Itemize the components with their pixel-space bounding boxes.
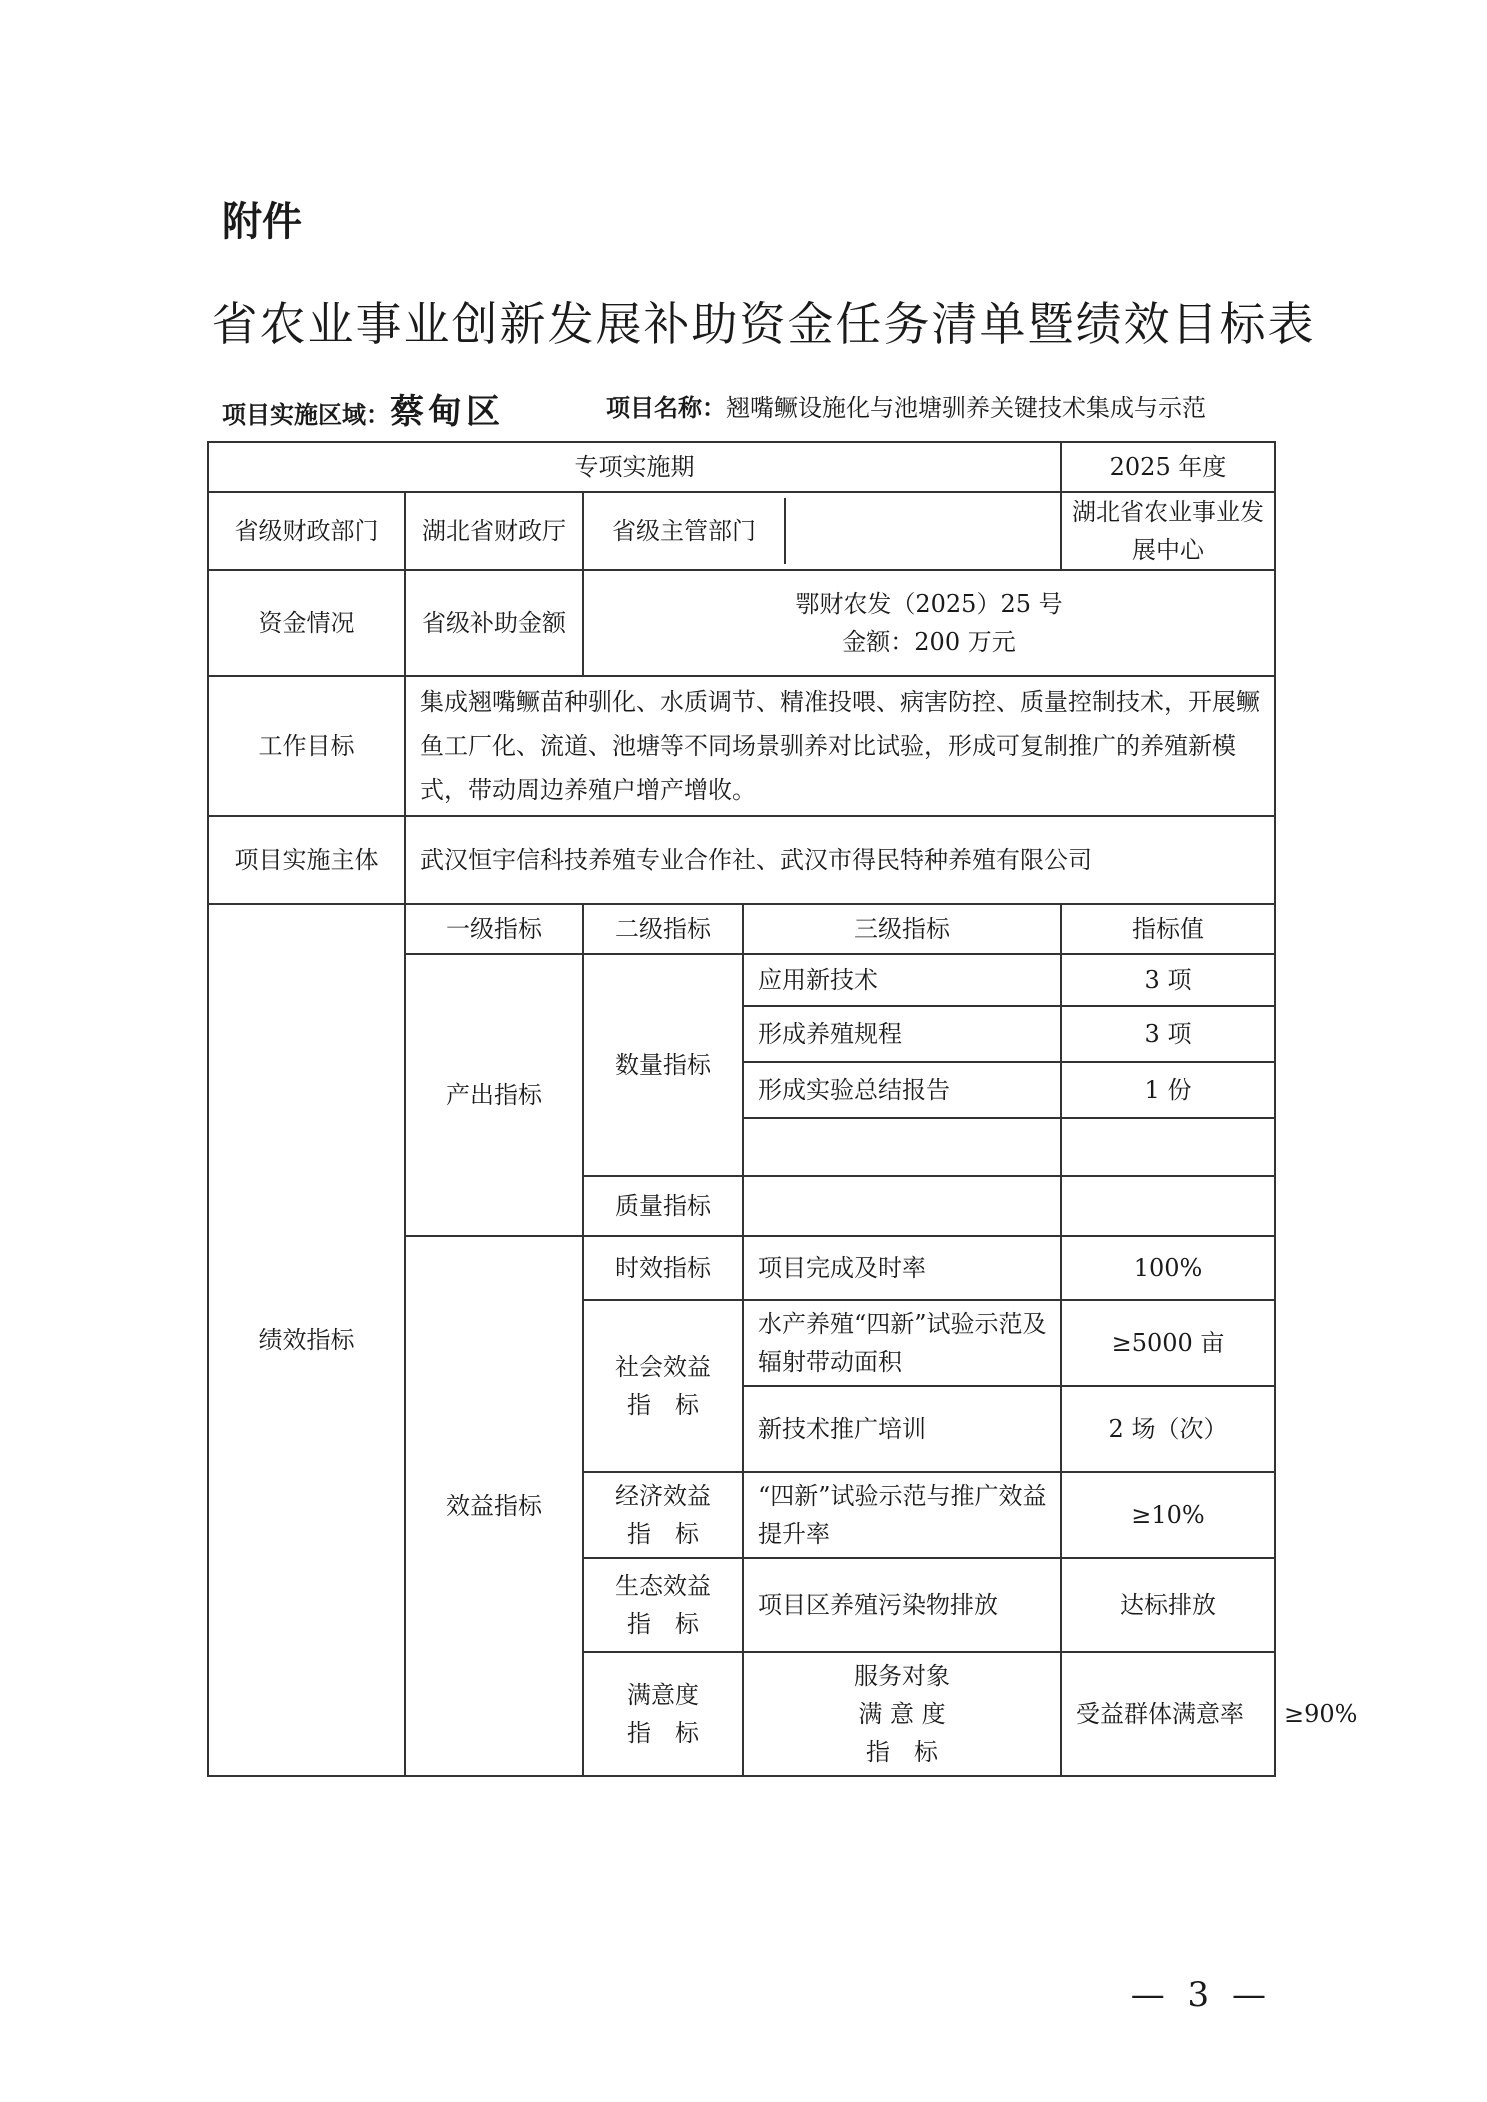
service-label-2: 满 意 度 [858, 1700, 946, 1728]
region-label: 项目实施区域： [222, 401, 390, 429]
fund-label: 资金情况 [208, 570, 405, 676]
economic-label [583, 1472, 743, 1558]
dept-row [208, 492, 1275, 570]
project-label: 项目名称： [606, 394, 726, 422]
period-label: 专项实施期 [208, 442, 1061, 492]
satisfaction-label [583, 1652, 743, 1776]
fund-detail [583, 570, 1275, 676]
social-label [583, 1300, 743, 1472]
service-label-1: 服务对象 [854, 1662, 950, 1690]
eco-label-2: 指 标 [627, 1610, 699, 1638]
satisfaction-row: 满意度 指 标 服务对象 满 意 度 指 标 受益群体满意率 ≥90% [208, 1652, 1275, 1776]
social-label-2: 指 标 [627, 1391, 699, 1419]
quantity-value [1061, 1118, 1275, 1176]
attachment-label: 附件 [222, 199, 302, 245]
economic-name: “四新”试验示范与推广效益提升率 [743, 1472, 1061, 1558]
admin-dept-label: 省级主管部门 [584, 498, 786, 564]
page-number: — 3 — [1130, 1975, 1272, 2015]
social-name: 新技术推广培训 [743, 1386, 1061, 1472]
project-line [606, 388, 1206, 423]
goal-label: 工作目标 [208, 676, 405, 816]
header-level3: 三级指标 [743, 904, 1061, 954]
eco-name: 项目区养殖污染物排放 [743, 1558, 1061, 1652]
performance-table [207, 441, 1358, 1777]
satisfaction-name: 受益群体满意率 [1061, 1652, 1275, 1776]
region-line [222, 384, 504, 433]
economic-label-2: 指 标 [627, 1520, 699, 1548]
quantity-name: 应用新技术 [743, 954, 1061, 1006]
eco-value: 达标排放 [1061, 1558, 1275, 1652]
quality-name [743, 1176, 1061, 1236]
fund-doc: 鄂财农发（2025）25 号 [795, 590, 1063, 618]
output-label: 产出指标 [405, 954, 583, 1236]
header-level1: 一级指标 [405, 904, 583, 954]
social-value: 2 场（次） [1061, 1386, 1275, 1472]
service-label [743, 1652, 1061, 1776]
goal-text: 集成翘嘴鳜苗种驯化、水质调节、精准投喂、病害防控、质量控制技术，开展鳜鱼工厂化、流道、池塘等不同场景驯养对比试验，形成可复制推广的养殖新模式，带动周边养殖户增产增收。 [405, 676, 1275, 816]
timeliness-name: 项目完成及时率 [743, 1236, 1061, 1300]
social-name: 水产养殖“四新”试验示范及辐射带动面积 [743, 1300, 1061, 1386]
quantity-value: 3 项 [1061, 1006, 1275, 1062]
quantity-value: 1 份 [1061, 1062, 1275, 1118]
admin-dept-cell [583, 492, 1061, 570]
quantity-name [743, 1118, 1061, 1176]
benefit-label: 效益指标 [405, 1236, 583, 1776]
fund-row [208, 570, 1275, 676]
quantity-name: 形成实验总结报告 [743, 1062, 1061, 1118]
finance-dept-label: 省级财政部门 [208, 492, 405, 570]
eco-label [583, 1558, 743, 1652]
entity-label: 项目实施主体 [208, 816, 405, 904]
entity-value: 武汉恒宇信科技养殖专业合作社、武汉市得民特种养殖有限公司 [405, 816, 1275, 904]
goal-row [208, 676, 1275, 816]
fund-amount: 金额：200 万元 [842, 628, 1016, 656]
social-label-1: 社会效益 [615, 1353, 711, 1381]
perf-header-row [208, 904, 1275, 954]
header-value: 指标值 [1061, 904, 1275, 954]
perf-label: 绩效指标 [208, 904, 405, 1776]
region-value: 蔡甸区 [390, 392, 504, 432]
satisfaction-label-1: 满意度 [627, 1681, 699, 1709]
social-value: ≥5000 亩 [1061, 1300, 1275, 1386]
service-label-3: 指 标 [866, 1738, 938, 1766]
quantity-name: 形成养殖规程 [743, 1006, 1061, 1062]
satisfaction-label-2: 指 标 [627, 1719, 699, 1747]
project-value: 翘嘴鳜设施化与池塘驯养关键技术集成与示范 [726, 394, 1206, 422]
admin-dept-value: 湖北省农业事业发展中心 [1061, 492, 1275, 570]
fund-sub-label: 省级补助金额 [405, 570, 583, 676]
period-row [208, 442, 1275, 492]
timeliness-value: 100% [1061, 1236, 1275, 1300]
timeliness-label: 时效指标 [583, 1236, 743, 1300]
eco-label-1: 生态效益 [615, 1572, 711, 1600]
economic-value: ≥10% [1061, 1472, 1275, 1558]
document-title: 省农业事业创新发展补助资金任务清单暨绩效目标表 [211, 297, 1316, 351]
quantity-value: 3 项 [1061, 954, 1275, 1006]
finance-dept-value: 湖北省财政厅 [405, 492, 583, 570]
quantity-label: 数量指标 [583, 954, 743, 1176]
quality-label: 质量指标 [583, 1176, 743, 1236]
economic-label-1: 经济效益 [615, 1482, 711, 1510]
period-value: 2025 年度 [1061, 442, 1275, 492]
header-level2: 二级指标 [583, 904, 743, 954]
entity-row [208, 816, 1275, 904]
quality-value [1061, 1176, 1275, 1236]
